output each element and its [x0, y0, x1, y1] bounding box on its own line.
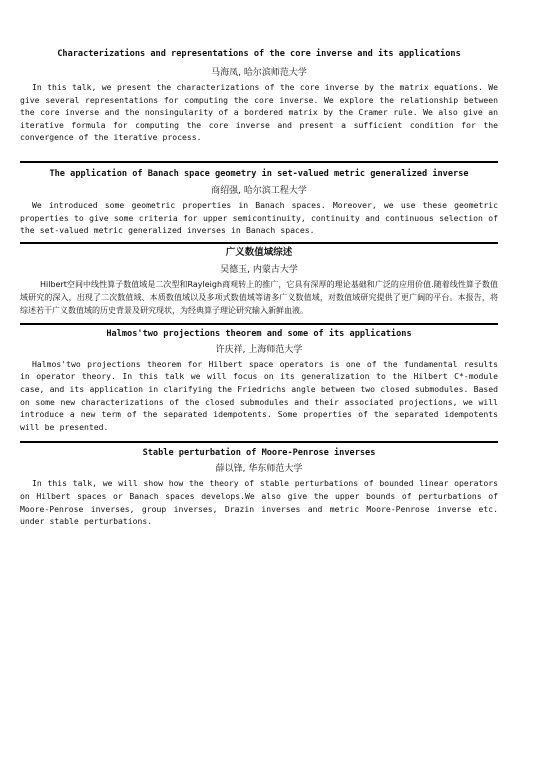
- talk-title: Characterizations and representations of the core inverse and its applications: [57, 49, 461, 59]
- talk-section: [20, 447, 498, 527]
- section-divider: [20, 441, 498, 443]
- talk-author: 吴德玉, 内蒙古大学: [220, 264, 298, 275]
- section-divider: [20, 323, 498, 325]
- section-divider: [20, 161, 498, 163]
- talk-title: Halmos'two projections theorem and some of its applications: [106, 328, 412, 339]
- abstract-page: [20, 48, 498, 528]
- talk-section: [20, 168, 498, 237]
- talk-abstract: In this talk, we present the characterizations of the core inverse by the matrix equations. We give several representations for computing the core inverse. We explore the relationship between the core inverse and the nonsingularity of a bordered matrix by the Cramer rule. We also give an iterative formula for computing the core inverse and present a sufficient condition for the convergence of the iterative process.: [20, 82, 498, 143]
- talk-section: [20, 247, 498, 317]
- talk-abstract: In this talk, we will show how the theory of stable perturbations of bounded linear operators on Hilbert spaces or Banach spaces develops.We also give the upper bounds of perturbations of Moore-Penrose inverses, group inverses, Drazin inverses and metric Moore-Penrose inverse etc. under stable perturbations.: [20, 478, 498, 527]
- talk-abstract: We introduced some geometric properties in Banach spaces. Moreover, we use these geometric properties to give some criteria for upper semicontinuity, continuity and continuous selection of the set-valued metric generalized inverses in Banach spaces.: [20, 199, 498, 236]
- talk-section: [20, 328, 498, 434]
- talk-author: 商绍强, 哈尔滨工程大学: [211, 185, 307, 196]
- talk-abstract: Hilbert空间中线性算子数值域是二次型和Rayleigh商观转上的推广，它具有深厚的理论基础和广泛的应用价值.随着线性算子数值域研究的深入，出现了二次数值域、本质数值域以及多项式数值域等诸多广义数值域，对数值域研究提供了更广阔的平台。本报告，将综述若干广义数值域的历史背景及研究现状，为经典算子理论研究输入新鲜血液。: [20, 279, 498, 315]
- section-divider: [20, 242, 498, 244]
- talk-title: The application of Banach space geometry in set-valued metric generalized inverse: [49, 168, 469, 179]
- talk-author: 马海凤, 哈尔滨师范大学: [211, 68, 307, 78]
- talk-title: Stable perturbation of Moore-Penrose inverses: [142, 448, 376, 459]
- talk-section: [20, 48, 498, 144]
- talk-title: 广义数值域综述: [225, 246, 293, 258]
- talk-author: 许庆祥, 上海师范大学: [215, 344, 303, 355]
- talk-author: 薛以锋, 华东师范大学: [215, 464, 303, 475]
- talk-abstract: Halmos'two projections theorem for Hilbert space operators is one of the fundamental results in operator theory. In this talk we will focus on its generalization to the Hilbert C*-module case, and its application in clarifying the Friedrichs angle between two closed submodules. Based on some new characterizations of the closed submodules and their associated projections, we will introduce a new term of the separated idempotents. Some properties of the separated idempotents will be presented.: [20, 358, 498, 432]
